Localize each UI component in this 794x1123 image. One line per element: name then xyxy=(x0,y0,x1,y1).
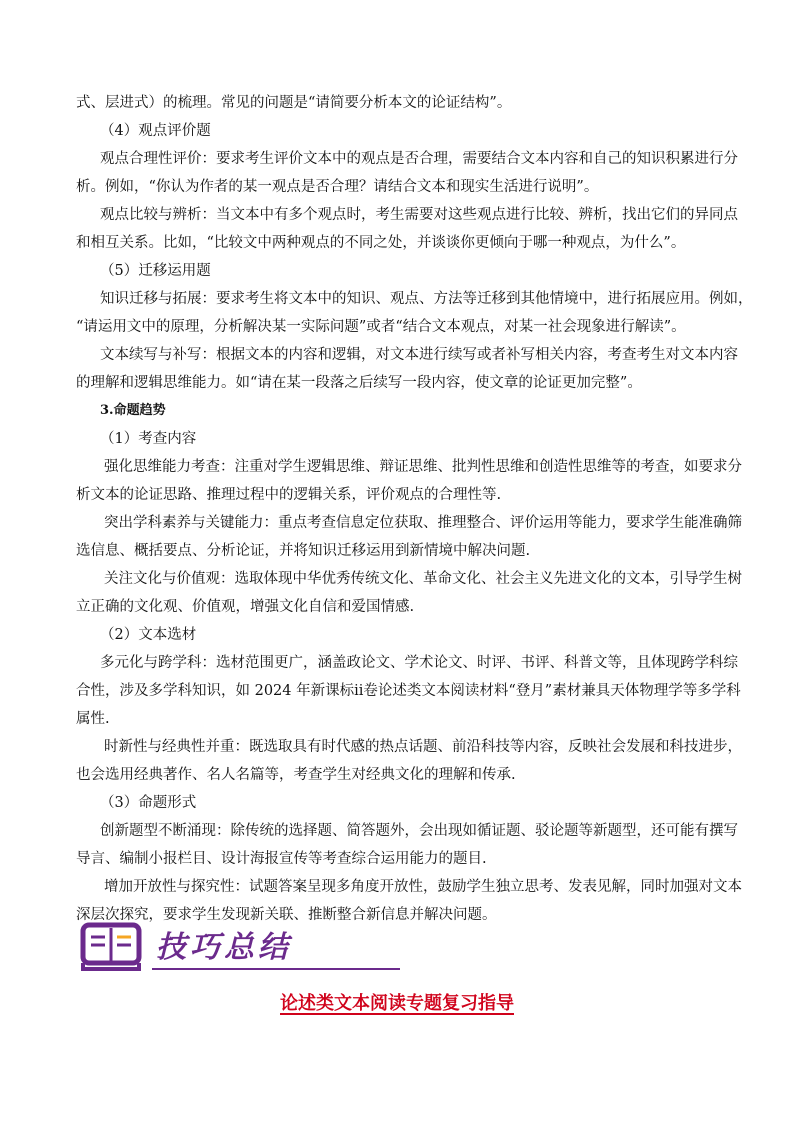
subheading: （4）观点评价题 xyxy=(100,123,211,139)
body-line: 也会选用经典著作、名人名篇等，考查学生对经典文化的理解和传承. xyxy=(76,767,516,783)
body-line: 导言、编制小报栏目、设计海报宣传等考查综合运用能力的题目. xyxy=(76,851,487,867)
body-line: 析文本的论证思路、推理过程中的逻辑关系，评价观点的合理性等. xyxy=(76,487,502,503)
subheading: （2）文本选材 xyxy=(100,627,197,643)
body-line: 合性，涉及多学科知识，如 2024 年新课标ⅱ卷论述类文本阅读材料“登月”素材兼具天体物理学等多学科 xyxy=(76,683,741,699)
body-line: 深层次探究，要求学生发现新关联、推断整合新信息并解决问题。 xyxy=(76,907,497,923)
body-line: 增加开放性与探究性：试题答案呈现多角度开放性，鼓励学生独立思考、发表见解，同时加强对文本 xyxy=(104,879,742,895)
banner-title: 技巧总结 xyxy=(156,930,292,965)
body-line: 属性. xyxy=(76,711,110,727)
body-line: 时新性与经典性并重：既选取具有时代感的热点话题、前沿科技等内容，反映社会发展和科技进步， xyxy=(104,739,742,755)
body-line: 多元化与跨学科：选材范围更广，涵盖政论文、学术论文、时评、书评、科普文等，且体现跨学科综 xyxy=(100,655,738,671)
body-line: 式、层进式）的梳理。常见的问题是“请简要分析本文的论证结构”。 xyxy=(76,95,512,111)
body-line: 知识迁移与拓展：要求考生将文本中的知识、观点、方法等迁移到其他情境中，进行拓展应用。例如， xyxy=(100,291,753,307)
banner-underline xyxy=(152,968,400,970)
body-line: 立正确的文化观、价值观，增强文化自信和爱国情感. xyxy=(76,599,415,615)
body-line: 观点比较与辨析：当文本中有多个观点时，考生需要对这些观点进行比较、辨析，找出它们的异同点 xyxy=(100,207,738,223)
section-heading: 论述类文本阅读专题复习指导 xyxy=(280,993,514,1014)
body-line: “请运用文中的原理，分析解决某一实际问题”或者“结合文本观点，对某一社会现象进行解读”。 xyxy=(76,319,686,335)
body-line: 强化思维能力考查：注重对学生逻辑思维、辩证思维、批判性思维和创造性思维等的考查，如要求分 xyxy=(104,459,742,475)
subheading: （1）考查内容 xyxy=(100,431,197,447)
subheading: （3）命题形式 xyxy=(100,795,197,811)
body-line: 关注文化与价值观：选取体现中华优秀传统文化、革命文化、社会主义先进文化的文本，引导学生树 xyxy=(104,571,742,587)
body-line: 析。例如，“你认为作者的某一观点是否合理？请结合文本和现实生活进行说明”。 xyxy=(76,179,599,195)
body-line: 突出学科素养与关键能力：重点考查信息定位获取、推理整合、评价运用等能力，要求学生能准确筛 xyxy=(104,515,742,531)
body-line: 的理解和逻辑思维能力。如“请在某一段落之后续写一段内容，使文章的论证更加完整”。 xyxy=(76,375,642,391)
body-line: 观点合理性评价：要求考生评价文本中的观点是否合理，需要结合文本内容和自己的知识积累进行分 xyxy=(100,151,738,167)
body-line: 选信息、概括要点、分析论证，并将知识迁移运用到新情境中解决问题. xyxy=(76,543,531,559)
skill-summary-banner xyxy=(80,918,320,974)
open-book-icon xyxy=(80,922,142,972)
body-line: 和相互关系。比如，“比较文中两种观点的不同之处，并谈谈你更倾向于哪一种观点，为什么”。 xyxy=(76,235,686,251)
body-line: 文本续写与补写：根据文本的内容和逻辑，对文本进行续写或者补写相关内容，考查考生对文本内容 xyxy=(100,347,738,363)
section-number-heading: 3.命题趋势 xyxy=(100,403,166,418)
subheading: （5）迁移运用题 xyxy=(100,263,211,279)
body-line: 创新题型不断涌现：除传统的选择题、简答题外，会出现如循证题、驳论题等新题型，还可能有撰写 xyxy=(100,823,738,839)
